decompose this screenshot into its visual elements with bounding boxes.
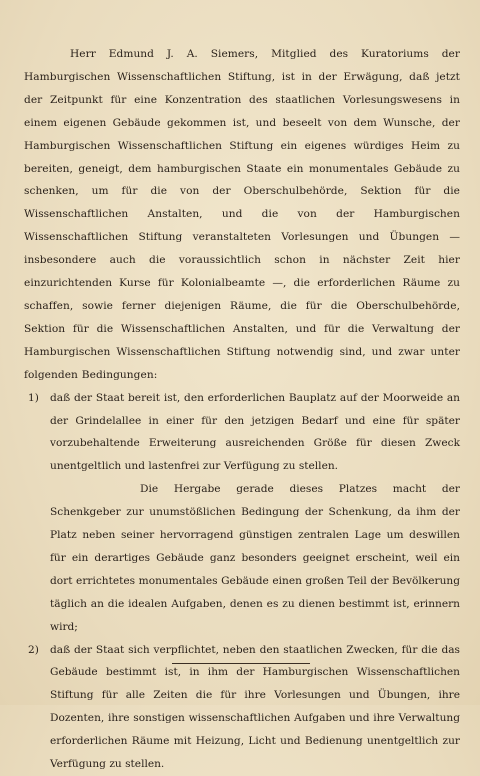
conditions-list: [24, 387, 460, 776]
intro-paragraph: Herr Edmund J. A. Siemers, Mitglied des Kuratoriums der Hamburgischen Wissenschaftlichen Stiftung, ist in der Erwägung, daß jetzt der Zeitpunkt für eine Konzentration des staatlichen Vorlesungswesens in einem eigenen Gebäude gekommen ist, und beseelt von dem Wunsche, der Hamburgischen Wissenschaftlichen Stiftung ein eigenes würdiges Heim zu bereiten, geneigt, dem hamburgischen Staate ein monumentales Gebäude zu schenken, um für die von der Oberschulbehörde, Sektion für die Wissenschaftlichen Anstalten, und die von der Hamburgischen Wissenschaftlichen Stiftung veranstalteten Vorlesungen und Übungen — insbesondere auch die voraussichtlich schon in nächster Zeit hier einzurichtenden Kurse für Kolonialbeamte —, die erforderlichen Räume zu schaffen, sowie ferner diejenigen Räume, die für die Oberschulbehörde, Sektion für die Wissenschaftlichen Anstalten, und für die Verwaltung der Hamburgischen Wissenschaftlichen Stiftung notwendig sind, und zwar unter folgenden Bedingungen:: [24, 48, 460, 381]
condition-continuation: Die Hergabe gerade dieses Platzes macht der Schenkgeber zur unumstößlichen Bedingung der Schenkung, da ihm der Platz neben seiner hervorragend günstigen zentralen Lage um deswillen für ein derartiges Gebäude ganz besonders geeignet erscheint, weil ein dort errichtetes monumentales Gebäude einen großen Teil der Bevölkerung täglich an die idealen Aufgaben, denen es zu dienen bestimmt ist, erinnern wird;: [50, 483, 460, 633]
condition-text: daß der Staat bereit ist, den erforderlichen Bauplatz auf der Moorweide an der Grindelallee in einer für den jetzigen Bedarf und eine für später vorzubehaltende Erweiterung ausreichenden Größe für diesen Zweck unentgeltlich und lastenfrei zur Verfügung zu stellen.: [50, 391, 460, 473]
condition-item-2: [24, 639, 460, 776]
condition-number: 1): [28, 391, 39, 404]
condition-text: daß der Staat sich verpflichtet, neben den staatlichen Zwecken, für die das Gebäude bestimmt ist, in ihm der Hamburgischen Wissenschaftlichen Stiftung für alle Zeiten die für ihre Vorlesungen und Übungen, ihre Dozenten, ihre sonstigen wissenschaftlichen Aufgaben und ihre Verwaltung erforderlichen Räume mit Heizung, Licht und Bedienung unentgeltlich zur Verfügung zu stellen.: [50, 643, 460, 771]
condition-item-1: [24, 387, 460, 639]
condition-number: 2): [28, 643, 39, 656]
closing-rule: [172, 663, 310, 664]
